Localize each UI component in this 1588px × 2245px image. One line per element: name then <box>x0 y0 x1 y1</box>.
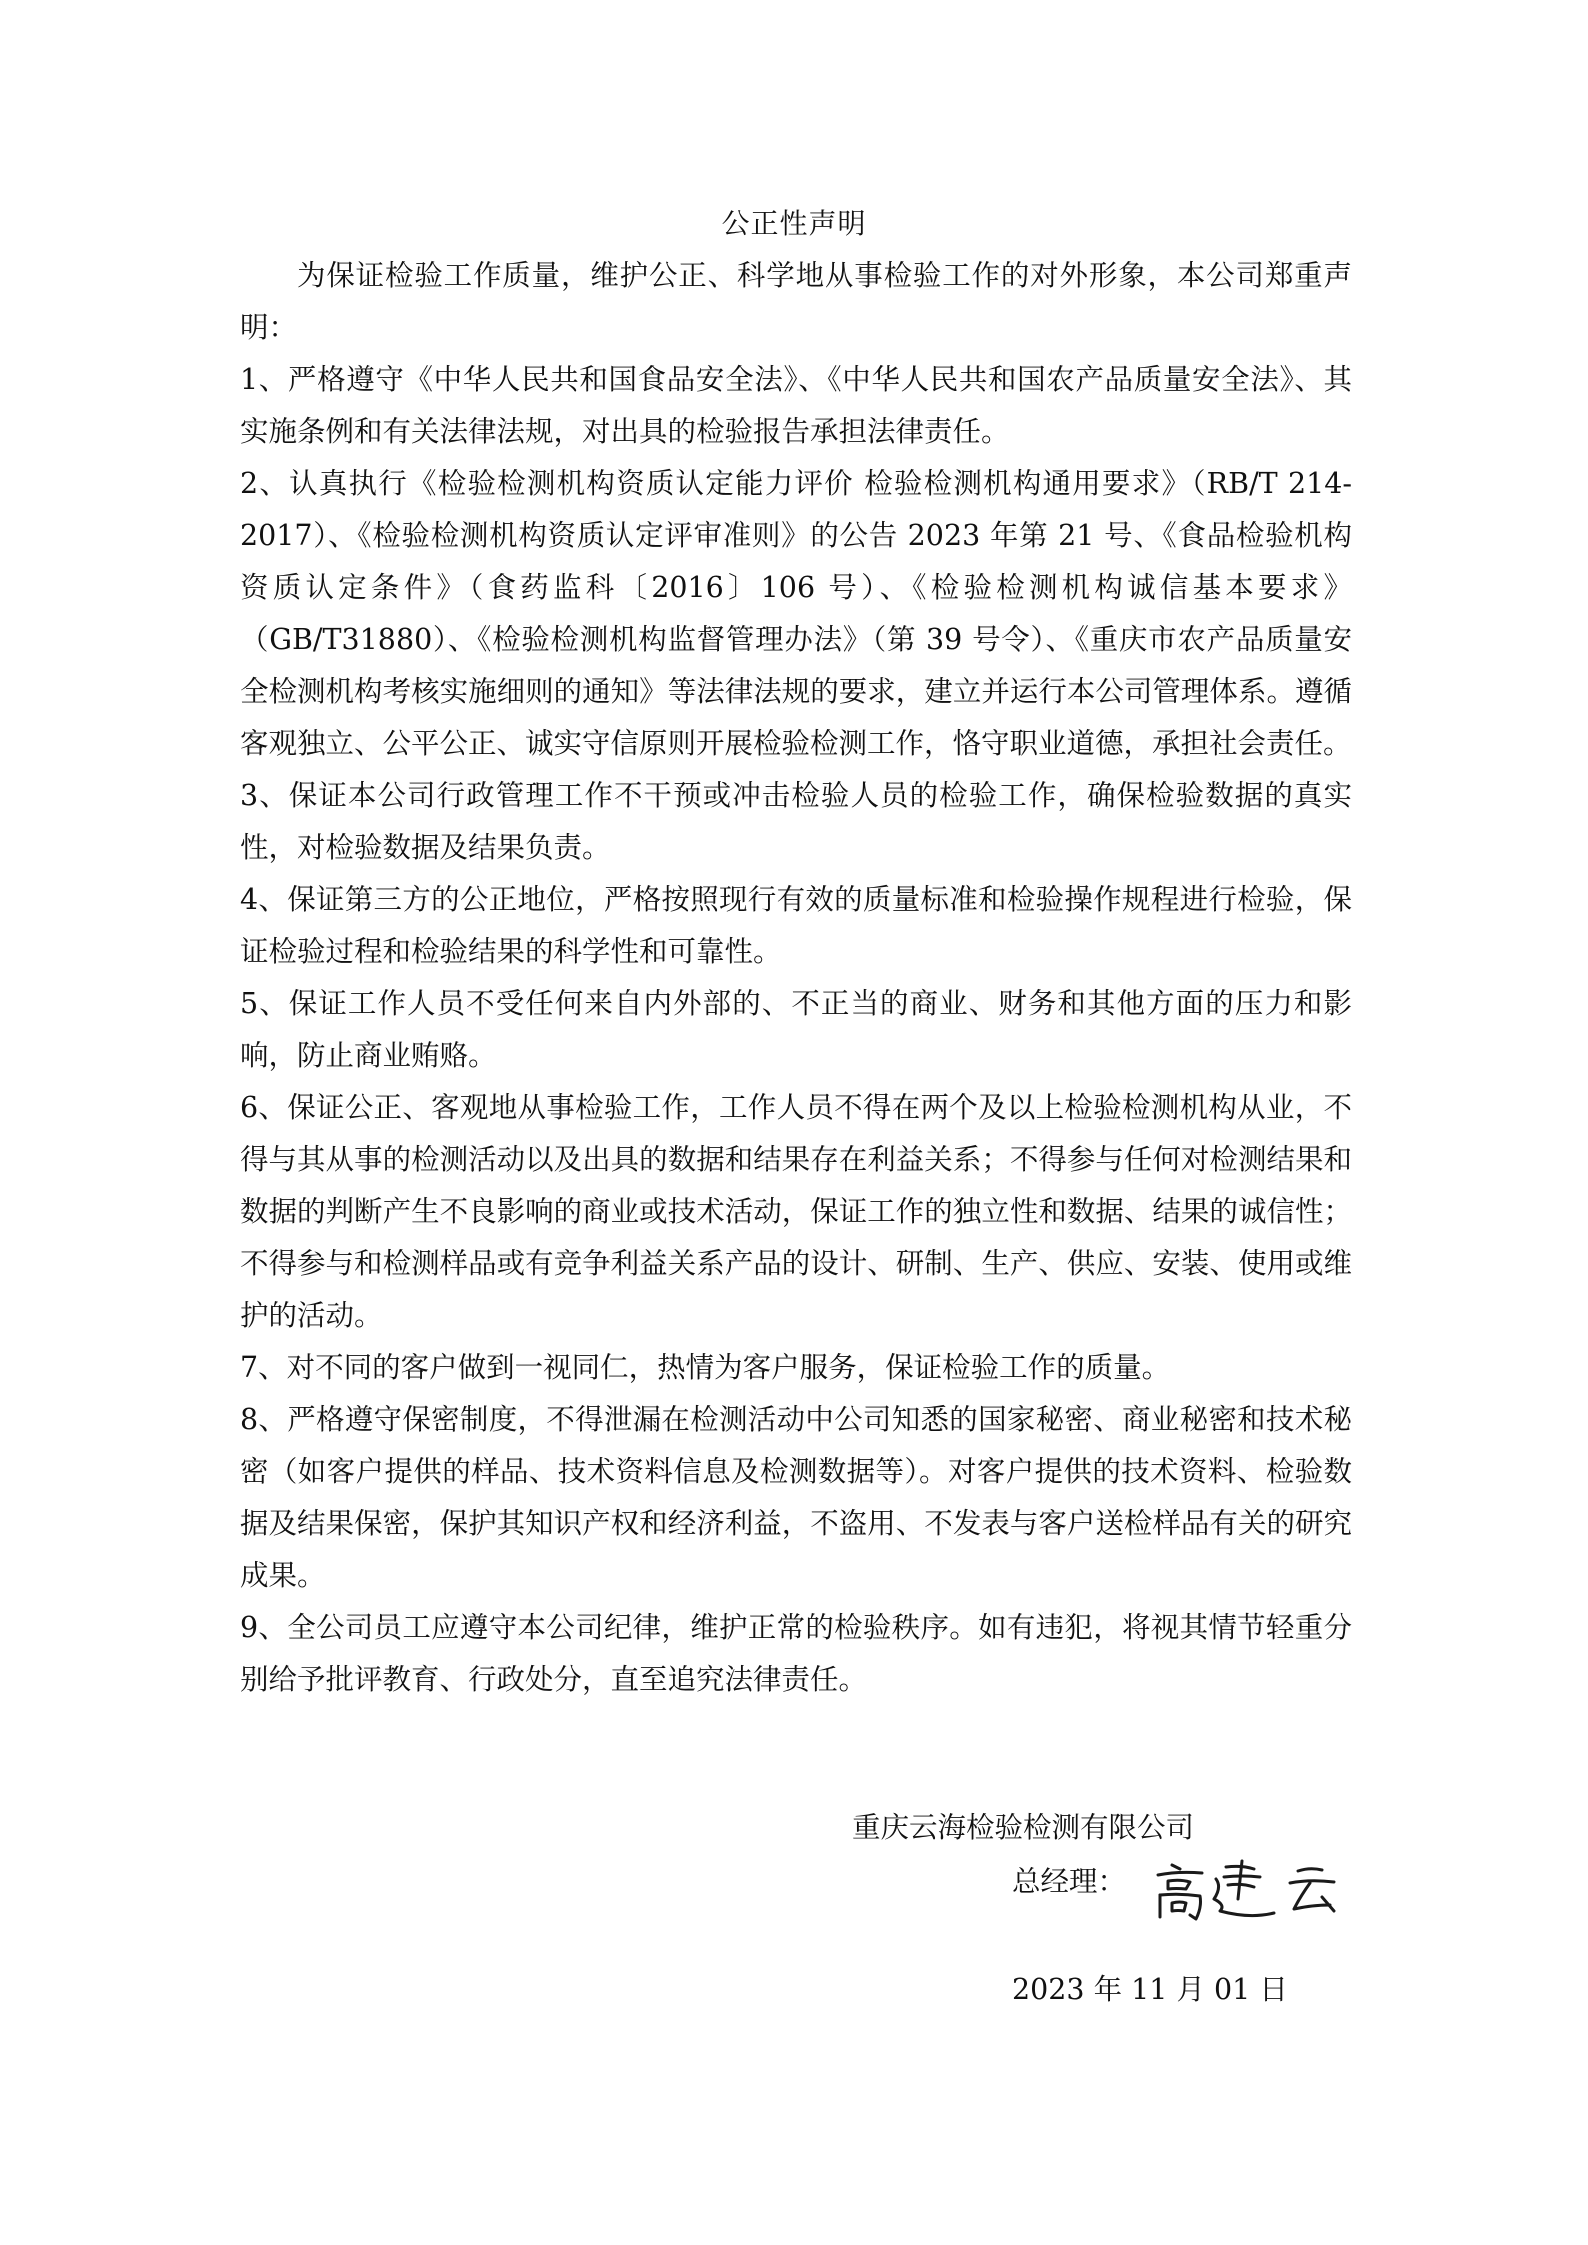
document-date: 2023 年 11 月 01 日 <box>1012 1973 1288 2006</box>
clause-9: 9、全公司员工应遵守本公司纪律，维护正常的检验秩序。如有违犯，将视其情节轻重分别给予批评教育、行政处分，直至追究法律责任。 <box>240 1611 1352 1696</box>
handwritten-signature <box>1150 1855 1346 1927</box>
general-manager-label: 总经理： <box>1012 1865 1127 1898</box>
clause-4: 4、保证第三方的公正地位，严格按照现行有效的质量标准和检验操作规程进行检验，保证检验过程和检验结果的科学性和可靠性。 <box>240 883 1352 968</box>
clause-8: 8、严格遵守保密制度，不得泄漏在检测活动中公司知悉的国家秘密、商业秘密和技术秘密（如客户提供的样品、技术资料信息及检测数据等）。对客户提供的技术资料、检验数据及结果保密，保护其知识产权和经济利益，不盗用、不发表与客户送检样品有关的研究成果。 <box>240 1403 1352 1592</box>
document-body <box>240 250 1352 1706</box>
intro-paragraph: 为保证检验工作质量，维护公正、科学地从事检验工作的对外形象，本公司郑重声明： <box>240 259 1352 344</box>
clause-7: 7、对不同的客户做到一视同仁，热情为客户服务，保证检验工作的质量。 <box>240 1351 1171 1384</box>
clause-1: 1、严格遵守《中华人民共和国食品安全法》、《中华人民共和国农产品质量安全法》、其实施条例和有关法律法规，对出具的检验报告承担法律责任。 <box>240 363 1352 448</box>
clause-5: 5、保证工作人员不受任何来自内外部的、不正当的商业、财务和其他方面的压力和影响，防止商业贿赂。 <box>240 987 1352 1072</box>
company-name: 重庆云海检验检测有限公司 <box>852 1811 1195 1844</box>
clause-6: 6、保证公正、客观地从事检验工作，工作人员不得在两个及以上检验检测机构从业，不得与其从事的检测活动以及出具的数据和结果存在利益关系；不得参与任何对检测结果和数据的判断产生不良影响的商业或技术活动，保证工作的独立性和数据、结果的诚信性；不得参与和检测样品或有竞争利益关系产品的设计、研制、生产、供应、安装、使用或维护的活动。 <box>240 1091 1352 1332</box>
clause-2: 2、认真执行《检验检测机构资质认定能力评价 检验检测机构通用要求》（RB/T 214-2017）、《检验检测机构资质认定评审准则》的公告 2023 年第 21 号、《食品检验机构资质认定条件》（食药监科〔2016〕106 号）、《检验检测机构诚信基本要求》（GB/T31880）、《检验检测机构监督管理办法》（第 39 号令）、《重庆市农产品质量安全检测机构考核实施细则的通知》等法律法规的要求，建立并运行本公司管理体系。遵循客观独立、公平公正、诚实守信原则开展检验检测工作，恪守职业道德，承担社会责任。 <box>240 467 1352 760</box>
document-title: 公正性声明 <box>721 207 867 240</box>
clause-3: 3、保证本公司行政管理工作不干预或冲击检验人员的检验工作，确保检验数据的真实性，对检验数据及结果负责。 <box>240 779 1352 864</box>
